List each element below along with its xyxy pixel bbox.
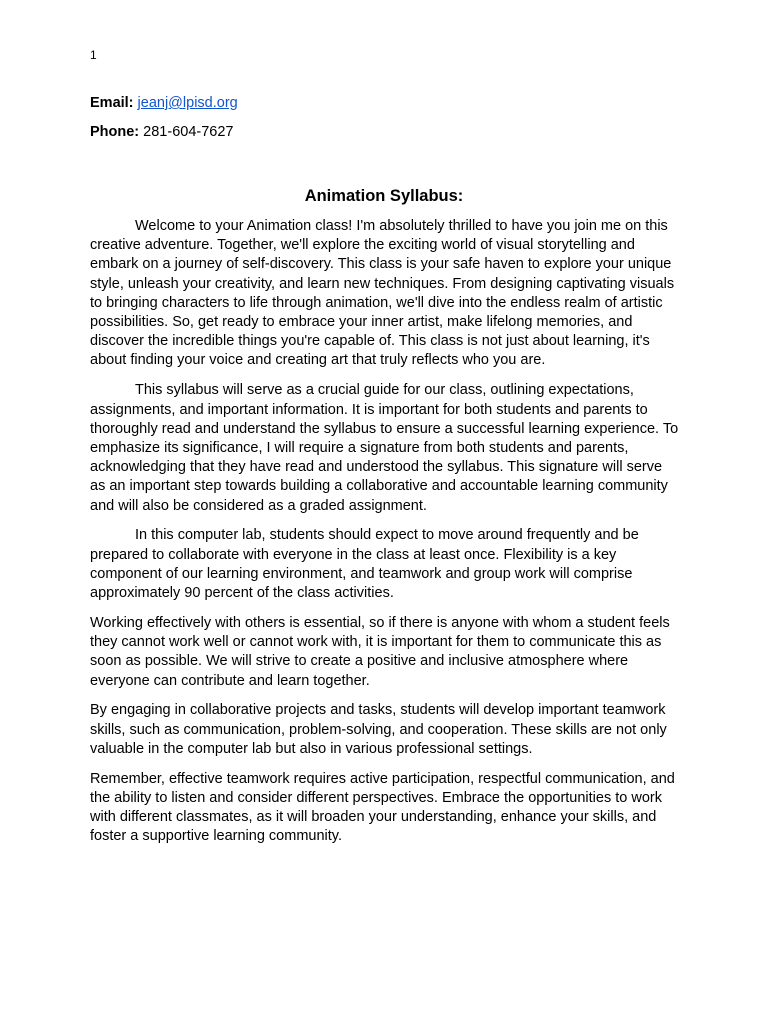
phone-label: Phone: [90,124,140,140]
paragraph-teamwork: Remember, effective teamwork requires active participation, respectful communication, and the ability to listen and consider different perspectives. Embrace the opportunities to work with different classmates, as it will broaden your understanding, enhance your skills, and foster a supportive learning community. [90,770,675,845]
page-number: 1 [90,48,97,62]
page-title: Animation Syllabus: [304,187,464,205]
paragraph-syllabus-purpose: This syllabus will serve as a crucial guide for our class, outlining expectations, assignments, and important information. It is important for both students and parents to thoroughly read and understand the syllabus to ensure a successful learning experience. To emphasize its significance, I will require a signature from both students and parents, acknowledging that they have read and understood the syllabus. This signature will serve as an important step towards building a collaborative and accountable learning community and will also be considered as a graded assignment. [90,382,679,514]
document-body [90,217,680,857]
email-link[interactable]: jeanj@lpisd.org [137,95,238,111]
paragraph-working-with-others: Working effectively with others is essential, so if there is anyone with whom a student feels they cannot work well or cannot work with, it is important for them to communicate this as soon as possible. We will strive to create a positive and inclusive atmosphere where everyone can contribute and learn together. [90,614,670,689]
paragraph-welcome: Welcome to your Animation class! I'm absolutely thrilled to have you join me on this creative adventure. Together, we'll explore the exciting world of visual storytelling and embark on a journey of self-discovery. This class is your safe haven to explore your unique style, unleash your creativity, and learn new techniques. From designing captivating visuals to bringing characters to life through animation, we'll dive into the endless realm of artistic possibilities. So, get ready to embrace your inner artist, make lifelong memories, and discover the incredible things you're capable of. This class is not just about learning, it's about finding your voice and creating art that truly reflects who you are. [90,218,675,369]
paragraph-collaboration-skills: By engaging in collaborative projects and tasks, students will develop important teamwork skills, such as communication, problem-solving, and cooperation. These skills are not only valuable in the computer lab but also in various professional settings. [90,702,667,757]
email-line [90,94,238,112]
phone-line [90,123,233,141]
email-label: Email: [90,95,134,111]
paragraph-computer-lab: In this computer lab, students should expect to move around frequently and be prepared to collaborate with everyone in the class at least once. Flexibility is a key component of our learning environment, and teamwork and group work will comprise approximately 90 percent of the class activities. [90,527,639,602]
phone-value: 281-604-7627 [143,124,234,140]
